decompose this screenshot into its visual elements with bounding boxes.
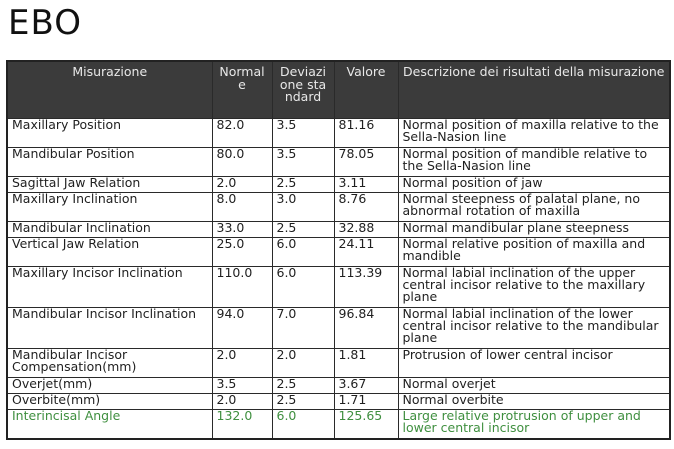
table-row	[7, 222, 670, 238]
page-title: EBO	[8, 3, 82, 43]
row-value: 3.11	[334, 177, 398, 193]
row-description: Normal position of mandible relative to the Sella-Nasion line	[398, 148, 670, 177]
row-normal: 2.0	[212, 177, 272, 193]
table-row	[7, 148, 670, 177]
row-measurement: Sagittal Jaw Relation	[7, 177, 212, 193]
row-value: 24.11	[334, 238, 398, 267]
row-normal: 25.0	[212, 238, 272, 267]
row-normal: 33.0	[212, 222, 272, 238]
row-normal: 2.0	[212, 349, 272, 378]
table-row	[7, 238, 670, 267]
header-value: Valore	[334, 61, 398, 119]
row-description: Large relative protrusion of upper and lower central incisor	[398, 410, 670, 440]
table-row	[7, 267, 670, 308]
table-row	[7, 193, 670, 222]
header-measurement: Misurazione	[7, 61, 212, 119]
row-measurement: Maxillary Position	[7, 119, 212, 148]
row-std-dev: 6.0	[272, 238, 334, 267]
row-measurement: Maxillary Inclination	[7, 193, 212, 222]
row-description: Normal mandibular plane steepness	[398, 222, 670, 238]
row-normal: 8.0	[212, 193, 272, 222]
row-std-dev: 6.0	[272, 267, 334, 308]
row-measurement: Mandibular Inclination	[7, 222, 212, 238]
row-normal: 110.0	[212, 267, 272, 308]
row-description: Normal position of jaw	[398, 177, 670, 193]
row-std-dev: 3.5	[272, 119, 334, 148]
row-measurement: Overjet(mm)	[7, 378, 212, 394]
row-measurement: Mandibular Incisor Inclination	[7, 308, 212, 349]
row-std-dev: 2.5	[272, 378, 334, 394]
table-row	[7, 394, 670, 410]
row-value: 3.67	[334, 378, 398, 394]
row-description: Normal overjet	[398, 378, 670, 394]
header-description: Descrizione dei risultati della misurazione	[398, 61, 670, 119]
row-description: Normal labial inclination of the upper central incisor relative to the maxillary plane	[398, 267, 670, 308]
row-description: Normal overbite	[398, 394, 670, 410]
row-value: 1.71	[334, 394, 398, 410]
row-value: 1.81	[334, 349, 398, 378]
row-std-dev: 6.0	[272, 410, 334, 440]
row-measurement: Interincisal Angle	[7, 410, 212, 440]
row-value: 32.88	[334, 222, 398, 238]
row-std-dev: 2.0	[272, 349, 334, 378]
row-value: 78.05	[334, 148, 398, 177]
header-std-dev: Deviazione standard	[272, 61, 334, 119]
row-normal: 3.5	[212, 378, 272, 394]
table-row	[7, 410, 670, 440]
row-std-dev: 2.5	[272, 177, 334, 193]
row-description: Protrusion of lower central incisor	[398, 349, 670, 378]
row-value: 8.76	[334, 193, 398, 222]
row-value: 81.16	[334, 119, 398, 148]
table-row	[7, 119, 670, 148]
row-measurement: Mandibular Position	[7, 148, 212, 177]
row-description: Normal position of maxilla relative to the Sella-Nasion line	[398, 119, 670, 148]
row-normal: 82.0	[212, 119, 272, 148]
row-description: Normal steepness of palatal plane, no abnormal rotation of maxilla	[398, 193, 670, 222]
row-measurement: Maxillary Incisor Inclination	[7, 267, 212, 308]
table-row	[7, 308, 670, 349]
row-value: 113.39	[334, 267, 398, 308]
row-description: Normal relative position of maxilla and mandible	[398, 238, 670, 267]
table-row	[7, 177, 670, 193]
row-description: Normal labial inclination of the lower central incisor relative to the mandibular plane	[398, 308, 670, 349]
row-measurement: Overbite(mm)	[7, 394, 212, 410]
row-measurement: Vertical Jaw Relation	[7, 238, 212, 267]
row-std-dev: 3.5	[272, 148, 334, 177]
table-row	[7, 349, 670, 378]
row-std-dev: 2.5	[272, 222, 334, 238]
row-std-dev: 3.0	[272, 193, 334, 222]
row-normal: 132.0	[212, 410, 272, 440]
row-value: 125.65	[334, 410, 398, 440]
row-measurement: Mandibular Incisor Compensation(mm)	[7, 349, 212, 378]
header-normal: Normale	[212, 61, 272, 119]
row-std-dev: 7.0	[272, 308, 334, 349]
table-row	[7, 378, 670, 394]
table-header-row	[7, 61, 670, 119]
measurement-table	[6, 60, 671, 440]
row-std-dev: 2.5	[272, 394, 334, 410]
row-normal: 94.0	[212, 308, 272, 349]
row-normal: 80.0	[212, 148, 272, 177]
row-normal: 2.0	[212, 394, 272, 410]
row-value: 96.84	[334, 308, 398, 349]
